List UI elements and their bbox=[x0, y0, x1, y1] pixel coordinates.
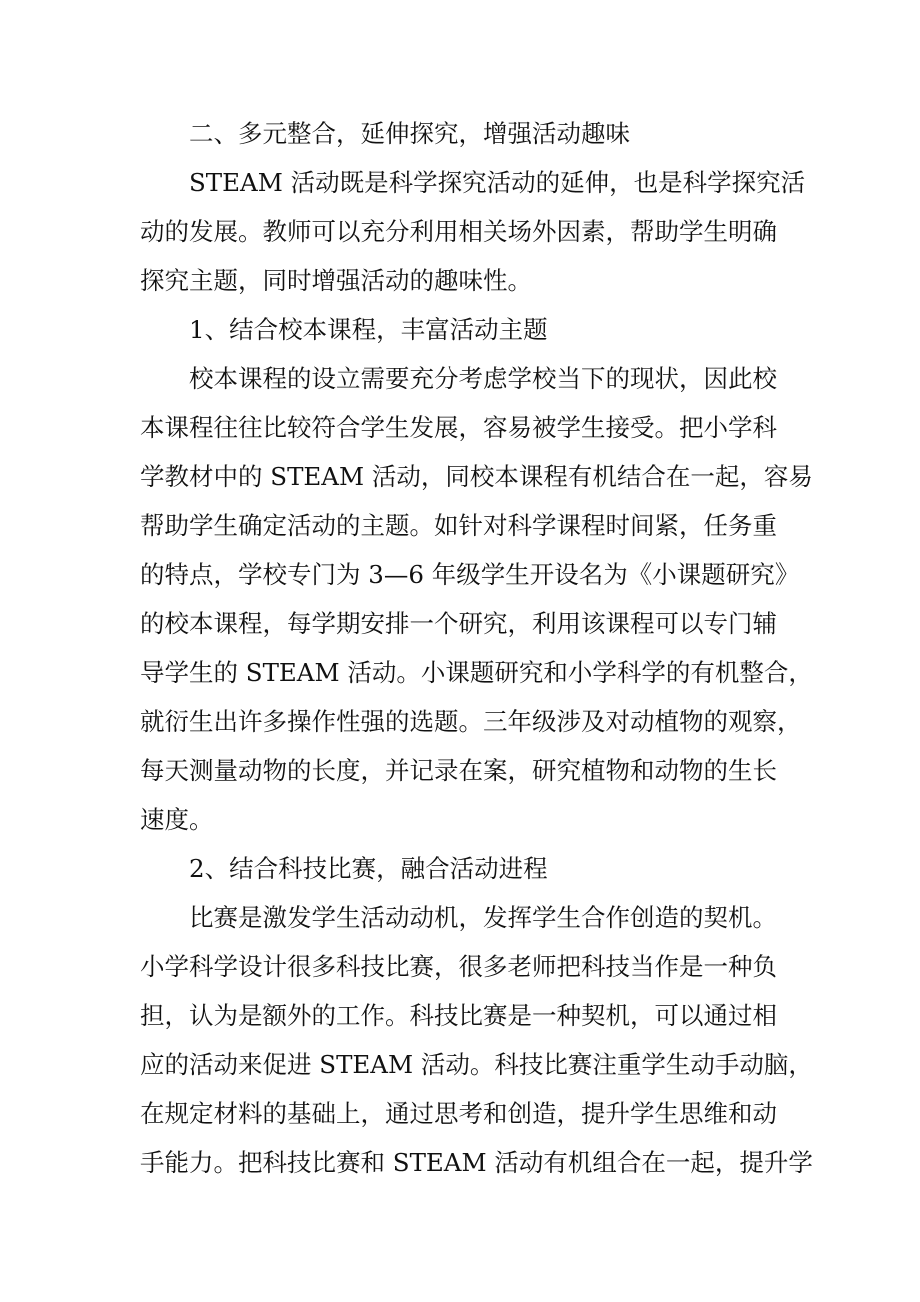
paragraph-line: 的校本课程，每学期安排一个研究，利用该课程可以专门辅 bbox=[140, 609, 777, 638]
paragraph-line: 就衍生出许多操作性强的选题。三年级涉及对动植物的观察， bbox=[140, 707, 802, 736]
paragraph-line: 担，认为是额外的工作。科技比赛是一种契机，可以通过相 bbox=[140, 1001, 777, 1030]
paragraph-line: STEAM 活动既是科学探究活动的延伸，也是科学探究活 bbox=[189, 168, 806, 197]
paragraph-line: 的特点，学校专门为 3—6 年级学生开设名为《小课题研究》 bbox=[140, 560, 800, 589]
paragraph-line: 学教材中的 STEAM 活动，同校本课程有机结合在一起，容易 bbox=[140, 462, 813, 491]
section-heading: 二、多元整合，延伸探究，增强活动趣味 bbox=[189, 119, 630, 148]
subsection-heading: 1、结合校本课程，丰富活动主题 bbox=[189, 315, 548, 344]
paragraph-line: 应的活动来促进 STEAM 活动。科技比赛注重学生动手动脑， bbox=[140, 1050, 813, 1079]
paragraph-line: 探究主题，同时增强活动的趣味性。 bbox=[140, 266, 532, 295]
paragraph-line: 导学生的 STEAM 活动。小课题研究和小学科学的有机整合， bbox=[140, 658, 813, 687]
paragraph-line: 在规定材料的基础上，通过思考和创造，提升学生思维和动 bbox=[140, 1099, 777, 1128]
paragraph-line: 动的发展。教师可以充分利用相关场外因素，帮助学生明确 bbox=[140, 217, 777, 246]
paragraph-line: 小学科学设计很多科技比赛，很多老师把科技当作是一种负 bbox=[140, 952, 777, 981]
paragraph-line: 比赛是激发学生活动动机，发挥学生合作创造的契机。 bbox=[189, 903, 777, 932]
paragraph-line: 手能力。把科技比赛和 STEAM 活动有机组合在一起，提升学 bbox=[140, 1148, 813, 1177]
paragraph-line: 本课程往往比较符合学生发展，容易被学生接受。把小学科 bbox=[140, 413, 777, 442]
subsection-heading: 2、结合科技比赛，融合活动进程 bbox=[189, 854, 548, 883]
paragraph-line: 帮助学生确定活动的主题。如针对科学课程时间紧，任务重 bbox=[140, 511, 777, 540]
paragraph-line: 每天测量动物的长度，并记录在案，研究植物和动物的生长 bbox=[140, 756, 777, 785]
paragraph-line: 校本课程的设立需要充分考虑学校当下的现状，因此校 bbox=[189, 364, 777, 393]
paragraph-line: 速度。 bbox=[140, 805, 214, 834]
